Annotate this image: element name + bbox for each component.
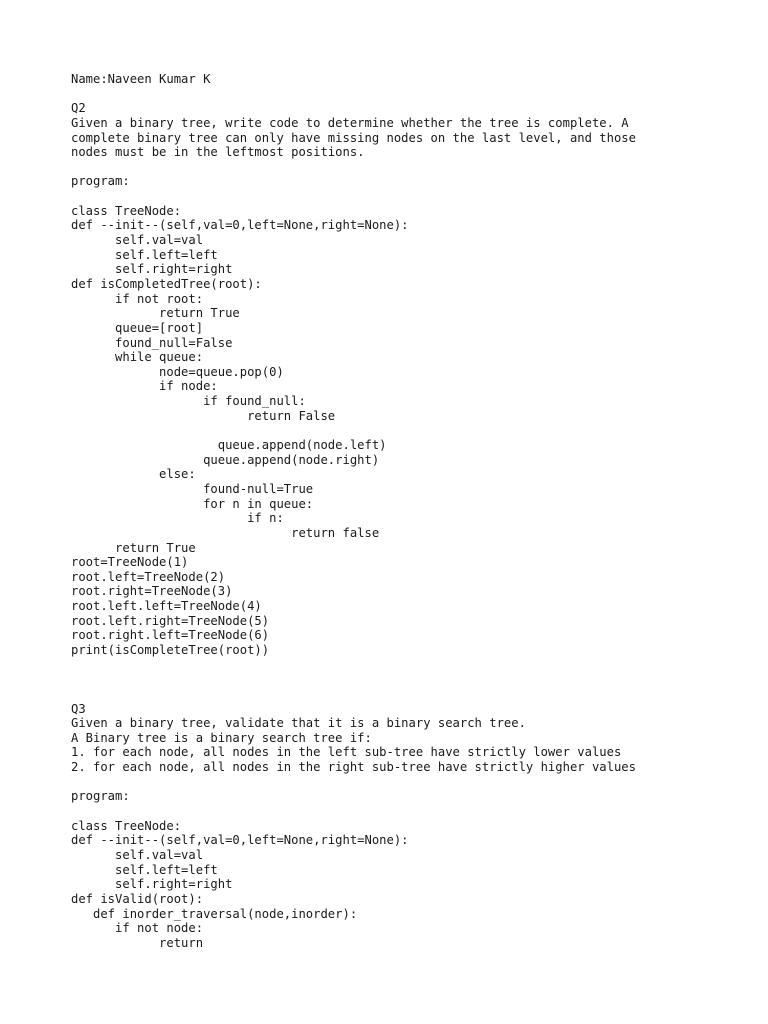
document-line: found-null=True [71,481,314,496]
document-line: self.right=right [71,262,233,277]
document-line [71,672,636,687]
document-line: if node: [71,379,218,394]
document-line: return False [71,408,336,423]
document-line [71,804,636,819]
document-line: Given a binary tree, write code to determine whether the tree is complete. A [71,115,629,130]
document-line: queue.append(node.right) [71,452,380,467]
document-line [71,87,636,102]
document-line: return True [71,306,240,321]
document-line: Name:Naveen Kumar K [71,72,211,86]
document-line: queue=[root] [71,320,204,335]
document-line: self.left=left [71,862,218,877]
document-line: root.left.left=TreeNode(4) [71,599,262,614]
document-line: self.val=val [71,847,204,862]
document-line: 2. for each node, all nodes in the right sub-tree have strictly higher values [71,760,636,775]
document-line: if found_null: [71,394,306,409]
document-line: def isCompletedTree(root): [71,276,262,291]
document-line: if n: [71,511,284,526]
document-line: def --init--(self,val=0,left=None,right=None): [71,218,409,233]
document-line: Q3 [71,701,86,716]
document-line: self.right=right [71,877,233,892]
document-line: class TreeNode: [71,818,182,833]
document-line: print(isCompleteTree(root)) [71,642,270,657]
document-line: root.right.left=TreeNode(6) [71,628,270,643]
document-line: 1. for each node, all nodes in the left sub-tree have strictly lower values [71,745,622,760]
document-line: queue.append(node.left) [71,438,387,453]
document-line: root.left.right=TreeNode(5) [71,613,270,628]
document-line [71,775,636,790]
document-line: return True [71,540,196,555]
document-line: if not node: [71,921,204,936]
document-line: def --init--(self,val=0,left=None,right=None): [71,833,409,848]
document-line: program: [71,789,130,804]
document-line: if not root: [71,291,204,306]
document-line: class TreeNode: [71,203,182,218]
document-line: Q2 [71,101,86,116]
document-line [71,423,636,438]
document-line: found_null=False [71,335,233,350]
document-line: root=TreeNode(1) [71,555,189,570]
document-line: complete binary tree can only have missing nodes on the last level, and those [71,130,636,145]
document-line: program: [71,174,130,189]
document-line [71,160,636,175]
document-line: else: [71,467,196,482]
document-line [71,658,636,673]
document-text [71,72,636,950]
document-line: def isValid(root): [71,891,204,906]
document-line: root.right=TreeNode(3) [71,584,233,599]
document-line [71,687,636,702]
document-line: self.val=val [71,233,204,248]
document-line: while queue: [71,350,204,365]
document-line: nodes must be in the leftmost positions. [71,145,365,160]
document-line: return false [71,525,380,540]
document-line: node=queue.pop(0) [71,364,284,379]
document-line: return [71,935,204,950]
document-line: for n in queue: [71,496,314,511]
document-line: root.left=TreeNode(2) [71,569,226,584]
document-line: A Binary tree is a binary search tree if: [71,730,372,745]
document-line: Given a binary tree, validate that it is a binary search tree. [71,716,526,731]
document-line: def inorder_traversal(node,inorder): [71,906,358,921]
document-line: self.left=left [71,247,218,262]
document-line [71,189,636,204]
